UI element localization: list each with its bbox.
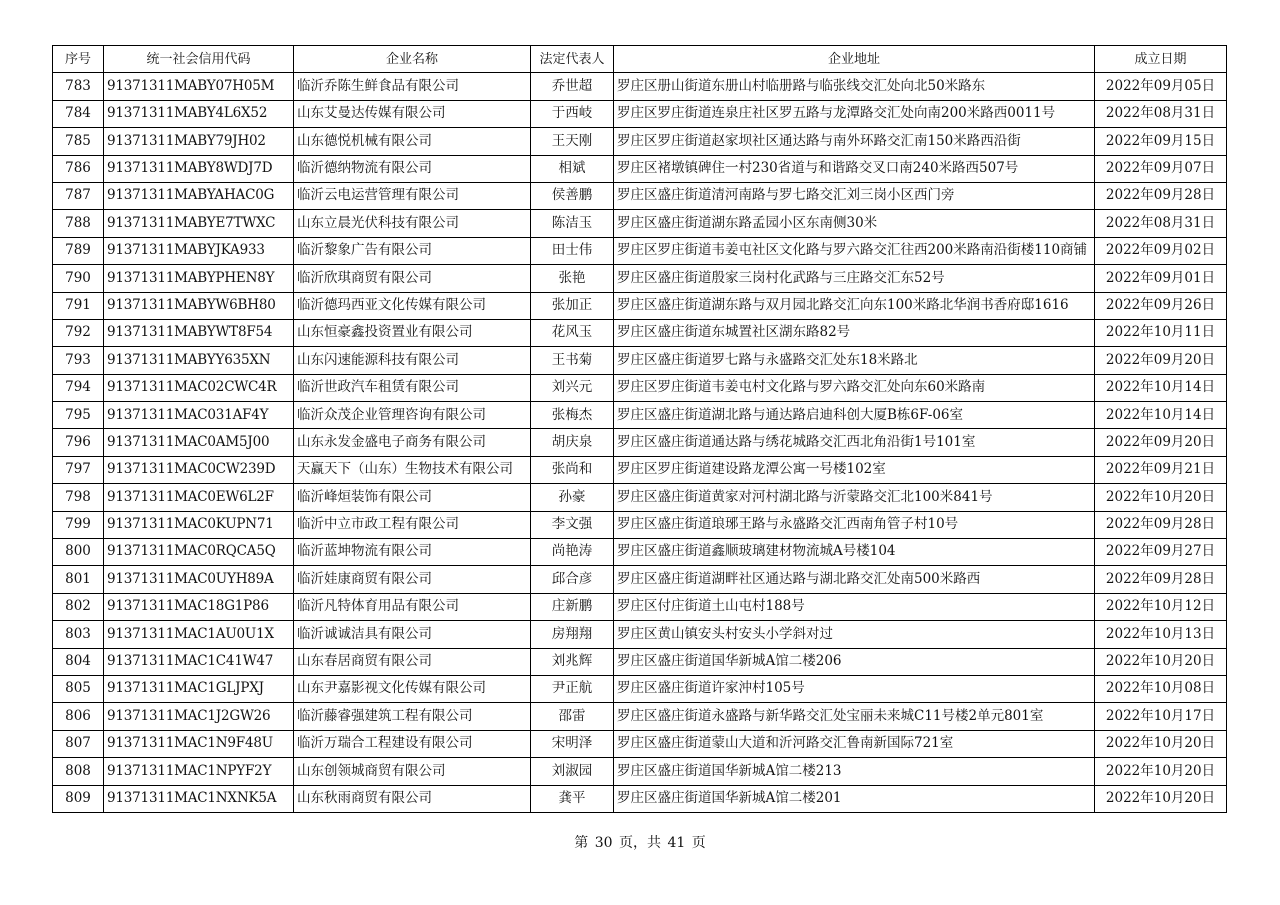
credit-code: 91371311MAC1NPYF2Y <box>104 758 294 785</box>
founded-date: 2022年10月13日 <box>1095 621 1227 648</box>
company-name: 临沂峰烜装饰有限公司 <box>294 484 531 511</box>
company-address: 罗庄区盛庄街道通达路与绣花城路交汇西北角沿街1号101室 <box>614 429 1095 456</box>
legal-representative: 陈洁玉 <box>531 210 614 237</box>
legal-representative: 刘淑园 <box>531 758 614 785</box>
credit-code: 91371311MAC1C41W47 <box>104 648 294 675</box>
credit-code: 91371311MABYW6BH80 <box>104 292 294 319</box>
company-address: 罗庄区盛庄街道许家沖村105号 <box>614 675 1095 702</box>
table-row <box>53 703 1227 730</box>
company-address: 罗庄区盛庄街道国华新城A馆二楼206 <box>614 648 1095 675</box>
founded-date: 2022年09月01日 <box>1095 265 1227 292</box>
founded-date: 2022年09月21日 <box>1095 456 1227 483</box>
table-row <box>53 100 1227 127</box>
table-row <box>53 374 1227 401</box>
company-name: 山东恒豪鑫投资置业有限公司 <box>294 319 531 346</box>
credit-code: 91371311MAC02CWC4R <box>104 374 294 401</box>
credit-code: 91371311MAC1J2GW26 <box>104 703 294 730</box>
table-row <box>53 128 1227 155</box>
company-address: 罗庄区付庄街道土山屯村188号 <box>614 593 1095 620</box>
table-row <box>53 155 1227 182</box>
col-founded-date-header: 成立日期 <box>1095 46 1227 73</box>
founded-date: 2022年10月20日 <box>1095 648 1227 675</box>
company-address: 罗庄区盛庄街道黄家对河村湖北路与沂蒙路交汇北100米841号 <box>614 484 1095 511</box>
company-name: 山东闪速能源科技有限公司 <box>294 347 531 374</box>
founded-date: 2022年10月20日 <box>1095 730 1227 757</box>
col-credit-code-header: 统一社会信用代码 <box>104 46 294 73</box>
legal-representative: 张梅杰 <box>531 402 614 429</box>
founded-date: 2022年09月20日 <box>1095 429 1227 456</box>
legal-representative: 尚艳涛 <box>531 539 614 566</box>
founded-date: 2022年08月31日 <box>1095 210 1227 237</box>
company-address: 罗庄区罗庄街道赵家坝社区通达路与南外环路交汇南150米路西沿街 <box>614 128 1095 155</box>
company-address: 罗庄区盛庄街道国华新城A馆二楼213 <box>614 758 1095 785</box>
seq-number: 804 <box>53 648 104 675</box>
founded-date: 2022年10月20日 <box>1095 484 1227 511</box>
seq-number: 790 <box>53 265 104 292</box>
founded-date: 2022年10月20日 <box>1095 785 1227 812</box>
company-address: 罗庄区盛庄街道湖北路与通达路启迪科创大厦B栋6F-06室 <box>614 402 1095 429</box>
table-body <box>53 73 1227 813</box>
company-address: 罗庄区盛庄街道湖东路与双月园北路交汇向东100米路北华润书香府邸1616 <box>614 292 1095 319</box>
company-name: 山东春居商贸有限公司 <box>294 648 531 675</box>
company-name: 山东艾曼达传媒有限公司 <box>294 100 531 127</box>
legal-representative: 尹正航 <box>531 675 614 702</box>
seq-number: 797 <box>53 456 104 483</box>
credit-code: 91371311MAC0CW239D <box>104 456 294 483</box>
seq-number: 792 <box>53 319 104 346</box>
legal-representative: 李文强 <box>531 511 614 538</box>
company-name: 临沂娃康商贸有限公司 <box>294 566 531 593</box>
table-row <box>53 456 1227 483</box>
company-name: 临沂中立市政工程有限公司 <box>294 511 531 538</box>
founded-date: 2022年10月20日 <box>1095 758 1227 785</box>
company-address: 罗庄区罗庄街道连泉庄社区罗五路与龙潭路交汇处向南200米路西0011号 <box>614 100 1095 127</box>
seq-number: 783 <box>53 73 104 100</box>
footer-prefix: 第 <box>574 835 589 851</box>
credit-code: 91371311MABY07H05M <box>104 73 294 100</box>
legal-representative: 龚平 <box>531 785 614 812</box>
company-name: 临沂云电运营管理有限公司 <box>294 182 531 209</box>
table-row <box>53 265 1227 292</box>
footer-suffix: 页 <box>691 835 706 851</box>
legal-representative: 张艳 <box>531 265 614 292</box>
legal-representative: 张加正 <box>531 292 614 319</box>
company-name: 临沂德玛西亚文化传媒有限公司 <box>294 292 531 319</box>
table-row <box>53 675 1227 702</box>
table-row <box>53 511 1227 538</box>
legal-representative: 胡庆泉 <box>531 429 614 456</box>
founded-date: 2022年09月28日 <box>1095 511 1227 538</box>
table-row <box>53 730 1227 757</box>
seq-number: 789 <box>53 237 104 264</box>
company-address: 罗庄区盛庄街道琅琊王路与永盛路交汇西南角管子村10号 <box>614 511 1095 538</box>
legal-representative: 张尚和 <box>531 456 614 483</box>
founded-date: 2022年09月15日 <box>1095 128 1227 155</box>
seq-number: 808 <box>53 758 104 785</box>
table-row <box>53 429 1227 456</box>
founded-date: 2022年09月20日 <box>1095 347 1227 374</box>
table-row <box>53 182 1227 209</box>
legal-representative: 相斌 <box>531 155 614 182</box>
company-name: 山东永发金盛电子商务有限公司 <box>294 429 531 456</box>
table-row <box>53 484 1227 511</box>
company-address: 罗庄区盛庄街道鑫顺玻璃建材物流城A号楼104 <box>614 539 1095 566</box>
total-pages: 41 <box>667 835 686 851</box>
credit-code: 91371311MABY4L6X52 <box>104 100 294 127</box>
legal-representative: 于西岐 <box>531 100 614 127</box>
company-name: 临沂万瑞合工程建设有限公司 <box>294 730 531 757</box>
seq-number: 809 <box>53 785 104 812</box>
legal-representative: 刘兴元 <box>531 374 614 401</box>
header-row <box>53 46 1227 73</box>
table-header <box>53 46 1227 73</box>
seq-number: 806 <box>53 703 104 730</box>
credit-code: 91371311MABY79JH02 <box>104 128 294 155</box>
seq-number: 785 <box>53 128 104 155</box>
credit-code: 91371311MABYJKA933 <box>104 237 294 264</box>
legal-representative: 刘兆辉 <box>531 648 614 675</box>
company-name: 临沂乔陈生鲜食品有限公司 <box>294 73 531 100</box>
seq-number: 802 <box>53 593 104 620</box>
legal-representative: 宋明泽 <box>531 730 614 757</box>
seq-number: 798 <box>53 484 104 511</box>
legal-representative: 花风玉 <box>531 319 614 346</box>
credit-code: 91371311MAC0UYH89A <box>104 566 294 593</box>
seq-number: 788 <box>53 210 104 237</box>
credit-code: 91371311MAC031AF4Y <box>104 402 294 429</box>
company-address: 罗庄区盛庄街道罗七路与永盛路交汇处东18米路北 <box>614 347 1095 374</box>
credit-code: 91371311MAC0EW6L2F <box>104 484 294 511</box>
table-row <box>53 237 1227 264</box>
seq-number: 801 <box>53 566 104 593</box>
founded-date: 2022年09月02日 <box>1095 237 1227 264</box>
seq-number: 791 <box>53 292 104 319</box>
company-name: 临沂德纳物流有限公司 <box>294 155 531 182</box>
legal-representative: 邵雷 <box>531 703 614 730</box>
company-address: 罗庄区盛庄街道清河南路与罗七路交汇刘三岗小区西门旁 <box>614 182 1095 209</box>
table-row <box>53 539 1227 566</box>
credit-code: 91371311MAC1AU0U1X <box>104 621 294 648</box>
company-name: 山东创领城商贸有限公司 <box>294 758 531 785</box>
col-address-header: 企业地址 <box>614 46 1095 73</box>
legal-representative: 王书菊 <box>531 347 614 374</box>
founded-date: 2022年10月14日 <box>1095 374 1227 401</box>
table-row <box>53 402 1227 429</box>
company-name: 临沂凡特体育用品有限公司 <box>294 593 531 620</box>
table-row <box>53 292 1227 319</box>
company-name: 临沂黎象广告有限公司 <box>294 237 531 264</box>
company-address: 罗庄区盛庄街道国华新城A馆二楼201 <box>614 785 1095 812</box>
seq-number: 787 <box>53 182 104 209</box>
page-footer <box>0 832 1280 852</box>
legal-representative: 房翔翔 <box>531 621 614 648</box>
table-row <box>53 319 1227 346</box>
company-address: 罗庄区罗庄街道建设路龙潭公寓一号楼102室 <box>614 456 1095 483</box>
credit-code: 91371311MABYWT8F54 <box>104 319 294 346</box>
credit-code: 91371311MABYPHEN8Y <box>104 265 294 292</box>
legal-representative: 乔世超 <box>531 73 614 100</box>
company-address: 罗庄区黄山镇安头村安头小学斜对过 <box>614 621 1095 648</box>
founded-date: 2022年10月17日 <box>1095 703 1227 730</box>
seq-number: 793 <box>53 347 104 374</box>
company-name: 临沂欣琪商贸有限公司 <box>294 265 531 292</box>
table-row <box>53 210 1227 237</box>
col-company-name-header: 企业名称 <box>294 46 531 73</box>
table-row <box>53 566 1227 593</box>
seq-number: 807 <box>53 730 104 757</box>
credit-code: 91371311MABYAHAC0G <box>104 182 294 209</box>
company-name: 临沂诚诚洁具有限公司 <box>294 621 531 648</box>
seq-number: 800 <box>53 539 104 566</box>
seq-number: 805 <box>53 675 104 702</box>
company-address: 罗庄区盛庄街道湖东路孟园小区东南侧30米 <box>614 210 1095 237</box>
company-name: 临沂众茂企业管理咨询有限公司 <box>294 402 531 429</box>
founded-date: 2022年08月31日 <box>1095 100 1227 127</box>
table-row <box>53 73 1227 100</box>
seq-number: 795 <box>53 402 104 429</box>
seq-number: 796 <box>53 429 104 456</box>
company-address: 罗庄区盛庄街道永盛路与新华路交汇处宝丽未来城C11号楼2单元801室 <box>614 703 1095 730</box>
footer-mid: 页，共 <box>619 835 661 851</box>
credit-code: 91371311MABYE7TWXC <box>104 210 294 237</box>
credit-code: 91371311MAC1NXNK5A <box>104 785 294 812</box>
founded-date: 2022年09月27日 <box>1095 539 1227 566</box>
credit-code: 91371311MAC0RQCA5Q <box>104 539 294 566</box>
legal-representative: 侯善鹏 <box>531 182 614 209</box>
seq-number: 803 <box>53 621 104 648</box>
table-row <box>53 593 1227 620</box>
legal-representative: 庄新鹏 <box>531 593 614 620</box>
credit-code: 91371311MAC1N9F48U <box>104 730 294 757</box>
company-name: 山东立晨光伏科技有限公司 <box>294 210 531 237</box>
credit-code: 91371311MAC1GLJPXJ <box>104 675 294 702</box>
table-row <box>53 621 1227 648</box>
table-row <box>53 347 1227 374</box>
credit-code: 91371311MAC18G1P86 <box>104 593 294 620</box>
founded-date: 2022年10月12日 <box>1095 593 1227 620</box>
col-legal-rep-header: 法定代表人 <box>531 46 614 73</box>
company-address: 罗庄区盛庄街道湖畔社区通达路与湖北路交汇处南500米路西 <box>614 566 1095 593</box>
company-name: 山东秋雨商贸有限公司 <box>294 785 531 812</box>
credit-code: 91371311MABYY635XN <box>104 347 294 374</box>
col-seq-header: 序号 <box>53 46 104 73</box>
credit-code: 91371311MABY8WDJ7D <box>104 155 294 182</box>
founded-date: 2022年10月08日 <box>1095 675 1227 702</box>
company-address: 罗庄区罗庄街道韦姜屯社区文化路与罗六路交汇往西200米路南沿街楼110商铺 <box>614 237 1095 264</box>
seq-number: 799 <box>53 511 104 538</box>
company-name: 山东尹嘉影视文化传媒有限公司 <box>294 675 531 702</box>
legal-representative: 邱合彦 <box>531 566 614 593</box>
founded-date: 2022年09月07日 <box>1095 155 1227 182</box>
enterprise-registry-table <box>52 45 1227 813</box>
table-row <box>53 758 1227 785</box>
company-name: 天赢天下（山东）生物技术有限公司 <box>294 456 531 483</box>
founded-date: 2022年10月14日 <box>1095 402 1227 429</box>
company-address: 罗庄区盛庄街道殷家三岗村化武路与三庄路交汇东52号 <box>614 265 1095 292</box>
company-address: 罗庄区盛庄街道蒙山大道和沂河路交汇鲁南新国际721室 <box>614 730 1095 757</box>
seq-number: 784 <box>53 100 104 127</box>
company-name: 临沂蓝坤物流有限公司 <box>294 539 531 566</box>
company-address: 罗庄区册山街道东册山村临册路与临张线交汇处向北50米路东 <box>614 73 1095 100</box>
founded-date: 2022年09月28日 <box>1095 566 1227 593</box>
founded-date: 2022年09月26日 <box>1095 292 1227 319</box>
seq-number: 786 <box>53 155 104 182</box>
company-name: 临沂世政汽车租赁有限公司 <box>294 374 531 401</box>
company-address: 罗庄区盛庄街道东城置社区湖东路82号 <box>614 319 1095 346</box>
table-row <box>53 648 1227 675</box>
legal-representative: 孙豪 <box>531 484 614 511</box>
company-address: 罗庄区褚墩镇碑住一村230省道与和谐路交叉口南240米路西507号 <box>614 155 1095 182</box>
table-row <box>53 785 1227 812</box>
credit-code: 91371311MAC0KUPN71 <box>104 511 294 538</box>
founded-date: 2022年09月05日 <box>1095 73 1227 100</box>
company-name: 临沂藤睿强建筑工程有限公司 <box>294 703 531 730</box>
legal-representative: 田士伟 <box>531 237 614 264</box>
legal-representative: 王天刚 <box>531 128 614 155</box>
seq-number: 794 <box>53 374 104 401</box>
founded-date: 2022年09月28日 <box>1095 182 1227 209</box>
credit-code: 91371311MAC0AM5J00 <box>104 429 294 456</box>
company-address: 罗庄区罗庄街道韦姜屯村文化路与罗六路交汇处向东60米路南 <box>614 374 1095 401</box>
company-name: 山东德悦机械有限公司 <box>294 128 531 155</box>
founded-date: 2022年10月11日 <box>1095 319 1227 346</box>
page-number: 30 <box>594 835 613 851</box>
